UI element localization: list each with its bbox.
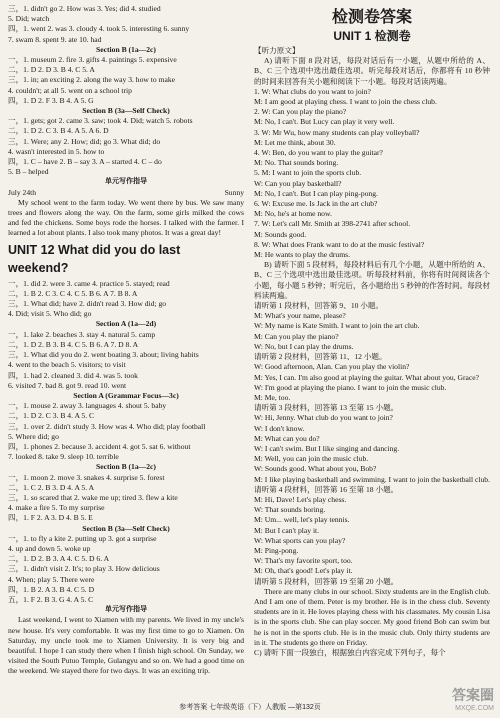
answer-line: 三，1. over 2. didn't study 3. How was 4. Who did; play football	[8, 421, 206, 431]
answer-line: 三，1. didn't visit 2. It's; to play 3. How delicious	[8, 564, 160, 574]
answer-line: W: Sounds good. What about you, Bob?	[254, 464, 377, 474]
answer-line: W: Hi, Jenny. What club do you want to join?	[254, 413, 393, 423]
answer-line: W: My name is Kate Smith. I want to join the art club.	[254, 321, 420, 331]
answer-line: 5. Did; watch	[8, 14, 50, 24]
section-heading: Section B (1a—2c)	[96, 462, 156, 472]
answer-line: 4. Did; visit 5. Who did; go	[8, 309, 92, 319]
model-paragraph: B) 请听下面 5 段材料，每段材料后有几个小题，从题中所给的 A、B、C 三个选项中选出最佳选项。听每段材料前，你将有时间阅读各个小题，每小题 5 秒钟；听完后，各小题给出 5 秒钟的作答时间。每段材料读两遍。	[254, 260, 490, 300]
answer-line: 一，1. museum 2. fire 3. gifts 4. paintings 5. expensive	[8, 55, 177, 65]
answer-line: 请听第 5 段材料，回答第 19 至第 20 小题。	[254, 576, 399, 586]
section-heading: Section A (1a—2d)	[95, 319, 157, 329]
listening-script	[254, 46, 490, 658]
answer-line: 二，1. D 2. C 3. B 4. A 5. C	[8, 411, 95, 421]
model-paragraph: A) 请听下面 8 段对话，每段对话后有一小题，从题中所给的 A、B、C 三个选项中选出最佳选项。听完每段对话后，你都将有 10 秒钟的时间来回答有关小题和阅读下一小题。每段对话读两遍。	[254, 56, 490, 86]
answer-line: 一，1. gets; got 2. came 3. saw; took 4. Did; watch 5. robots	[8, 116, 193, 126]
answer-line: 四，1. phones 2. because 3. accident 4. got 5. sat 6. without	[8, 441, 191, 451]
answer-line: 5. M: I want to join the sports club.	[254, 168, 362, 178]
answer-line: M: Let me think, about 30.	[254, 137, 336, 147]
answer-line: M: No, I can't. But I can play ping-pong.	[254, 188, 378, 198]
answer-line: 7. swam 8. spent 9. ate 10. had	[8, 34, 102, 44]
answer-line: 三，1. Were; any 2. How; did; go 3. What did; do	[8, 136, 161, 146]
answer-line: M: Oh, that's good! Let's play it.	[254, 566, 353, 576]
writing-guide-heading: 单元写作指导	[105, 606, 147, 614]
answer-line: 四，1. D 2. F 3. B 4. A 5. G	[8, 95, 94, 105]
diary-date: July 24th	[8, 187, 37, 197]
answer-line: 一，1. moon 2. move 3. snakes 4. surprise 5. forest	[8, 472, 165, 482]
model-paragraph: My school went to the farm today. We went there by bus. We saw many trees and flowers along the way. On the farm, some girls milked the cows and fed the chickens. Some boys rode the horses. I talked with the farmer. I learned a lot about plants. I also took many photos. It was a great day!	[8, 197, 244, 238]
section-tag: 【听力原文】	[254, 46, 300, 55]
answer-line: 四，1. went 2. was 3. cloudy 4. took 5. interesting 6. sunny	[8, 24, 190, 34]
watermark-text: 答案圈	[452, 687, 494, 703]
answer-line: M: Well, you can join the music club.	[254, 454, 369, 464]
writing-guide-heading: 单元写作指导	[105, 178, 147, 186]
answer-line: 4. make a fire 5. To my surprise	[8, 503, 105, 513]
answer-line: M: Um... well, let's play tennis.	[254, 515, 350, 525]
answer-line: 四，1. F 2. A 3. D 4. B 5. E	[8, 513, 93, 523]
answer-line: 5. Where did; go	[8, 431, 59, 441]
answer-line: 请听第 2 段材料，回答第 11、12 小题。	[254, 352, 387, 362]
answer-line: M: I like playing basketball and swimming. I want to join the basketball club.	[254, 474, 490, 484]
answer-line: W: That's my favorite sport, too.	[254, 556, 353, 566]
answer-line: 三，1. in; an exciting 2. along the way 3. how to make	[8, 75, 176, 85]
answer-line: 三，1. What did; have 2. didn't read 3. How did; go	[8, 299, 167, 309]
answer-line: 4. W: Ben, do you want to play the guitar?	[254, 148, 383, 158]
section-heading: Section B (1a—2c)	[96, 44, 156, 54]
answer-line: 3. W: Mr Wu, how many students can play volleyball?	[254, 127, 420, 137]
answer-line: M: No, he's at home now.	[254, 209, 332, 219]
answer-line: 4. up and down 5. woke up	[8, 543, 91, 553]
right-column	[254, 4, 490, 677]
unit-test-title: UNIT 1 检测卷	[333, 29, 411, 43]
answer-line: 4. When; play 5. There were	[8, 574, 95, 584]
left-column	[8, 4, 244, 677]
answer-line: 7. W: Let's call Mr. Smith at 398-2741 after school.	[254, 219, 411, 229]
watermark-logo	[452, 688, 494, 716]
model-paragraph: Last weekend, I went to Xiamen with my parents. We lived in my uncle's new house. It's very comfortable. It was my first time to go to Xiamen. On Saturday, my uncle took me to Xiamen University. It is very big and beautiful. I hope I can study there when I finish high school. On Sunday, we visited the South Putuo Temple, Gulangyu and so on. We had a good time on the weekend. We stayed there for two days. It was an exciting trip.	[8, 615, 244, 676]
answer-line: M: No. That sounds boring.	[254, 158, 339, 168]
answer-line: 二，1. D 2. D 3. B 4. C 5. A	[8, 65, 95, 75]
answer-line: W: I'm good at playing the piano. I want to join the music club.	[254, 382, 447, 392]
diary-date-line	[8, 188, 244, 198]
answer-line: 二，1. D 2. B 3. A 4. C 5. D 6. A	[8, 554, 110, 564]
page-footer: 参考答案 七年级英语（下）人教版 —第132页	[179, 704, 321, 711]
answer-line: 4. went to the beach 5. visitors; to visit	[8, 360, 126, 370]
answer-line: W: I can't swim. But I like singing and dancing.	[254, 443, 400, 453]
answer-line: 5. B – helped	[8, 167, 49, 177]
answer-section-title: 检测卷答案	[331, 9, 412, 26]
model-paragraph: There are many clubs in our school. Sixty students are in the English club. And I am one of them. Peter is my brother. He is in the chess club. Seventy students are in it. He loves playing chess with his classmates. My cousin Lisa is in the sports club. She can play soccer. My good friend Bob can swim but he is not in the sports club. He is in the music club. Only thirty students are in it. The students go there on Friday.	[254, 586, 490, 647]
answer-line: M: What can you do?	[254, 433, 320, 443]
answer-line: C) 请听下面一段独白，根据独白内容完成下列句子，每个	[254, 647, 446, 657]
answer-line: 二，1. D 2. C 3. B 4. A 5. A 6. D	[8, 126, 109, 136]
section-heading: Section A (Grammar Focus—3c)	[73, 390, 179, 400]
answer-line: 三，1. What did you do 2. went boating 3. about; living habits	[8, 350, 199, 360]
answer-line: 2. W: Can you play the piano?	[254, 107, 347, 117]
answer-line: 三，1. didn't go 2. How was 3. Yes; did 4. studied	[8, 4, 161, 13]
answer-line: 请听第 3 段材料，回答第 13 至第 15 小题。	[254, 403, 399, 413]
answer-line: 6. visited 7. bad 8. got 9. read 10. went	[8, 380, 127, 390]
answer-line: 一，1. did 2. were 3. came 4. practice 5. stayed; read	[8, 278, 170, 288]
answer-line: M: Can you play the piano?	[254, 331, 339, 341]
section-heading: Section B (3a—Self Check)	[82, 523, 170, 533]
answer-line: 8. W: What does Frank want to do at the music festival?	[254, 239, 425, 249]
answer-line: 一，1. lake 2. beaches 3. stay 4. natural 5. camp	[8, 329, 156, 339]
answer-line: W: Good afternoon, Alan. Can you play the violin?	[254, 362, 410, 372]
answer-line: M: He wants to play the drums.	[254, 250, 350, 260]
answer-line: W: No, but I can play the drums.	[254, 341, 354, 351]
answer-line: 1. W: What clubs do you want to join?	[254, 86, 371, 96]
answer-line: 二，1. D 2. B 3. B 4. C 5. B 6. A 7. D 8. A	[8, 339, 139, 349]
answer-line: M: No, I can't. But Lucy can play it very well.	[254, 117, 395, 127]
answer-line: 一，1. mouse 2. away 3. languages 4. shout 5. baby	[8, 401, 167, 411]
answer-line: W: That sounds boring.	[254, 505, 326, 515]
unit-heading: UNIT 12 What did you do last weekend?	[8, 242, 181, 275]
watermark-url: MXQE.COM	[455, 705, 494, 712]
answer-line: M: I am good at playing chess. I want to join the chess club.	[254, 97, 437, 107]
answer-line: M: Yes, I can. I'm also good at playing the guitar. What about you, Grace?	[254, 372, 479, 382]
answer-line: M: Me, too.	[254, 392, 291, 402]
answer-line: 4. couldn't; at all 5. went on a school trip	[8, 85, 132, 95]
diary-weather: Sunny	[224, 187, 244, 197]
answer-line: M: Sounds good.	[254, 229, 307, 239]
answer-line: W: I don't know.	[254, 423, 305, 433]
answer-line: 请听第 1 段材料，回答第 9、10 小题。	[254, 301, 384, 311]
answer-line: 二，1. B 2. C 3. C 4. C 5. B 6. A 7. B 8. A	[8, 288, 138, 298]
answer-line: M: But I can't play it.	[254, 525, 320, 535]
answer-line: 四，1. C – have 2. B – say 3. A – started 4. C – do	[8, 157, 162, 167]
answer-line: 五，1. F 2. B 3. G 4. A 5. C	[8, 594, 94, 604]
answer-line: M: Ping-pong.	[254, 545, 299, 555]
answer-line: W: What sports can you play?	[254, 535, 346, 545]
answer-line: 4. wasn't interested in 5. how to	[8, 146, 105, 156]
answer-line: 三，1. so scared that 2. wake me up; tired 3. flew a kite	[8, 492, 178, 502]
answer-line: 请听第 4 段材料，回答第 16 至第 18 小题。	[254, 484, 399, 494]
answer-line: 6. W: Excuse me. Is Jack in the art club?	[254, 199, 378, 209]
answer-line: 7. looked 8. take 9. sleep 10. terrible	[8, 452, 119, 462]
answer-line: 四，1. B 2. A 3. B 4. C 5. D	[8, 584, 95, 594]
answer-line: 二，1. C 2. B 3. D 4. A 5. A	[8, 482, 95, 492]
answer-line: 四，1. had 2. cleaned 3. did 4. was 5. took	[8, 370, 138, 380]
answer-line: W: Can you play basketball?	[254, 178, 342, 188]
answer-line: M: What's your name, please?	[254, 311, 346, 321]
answer-line: 一，1. to fly a kite 2. putting up 3. got a surprise	[8, 533, 157, 543]
answer-line: M: Hi, Dave! Let's play chess.	[254, 494, 347, 504]
section-heading: Section B (3a—Self Check)	[82, 106, 170, 116]
